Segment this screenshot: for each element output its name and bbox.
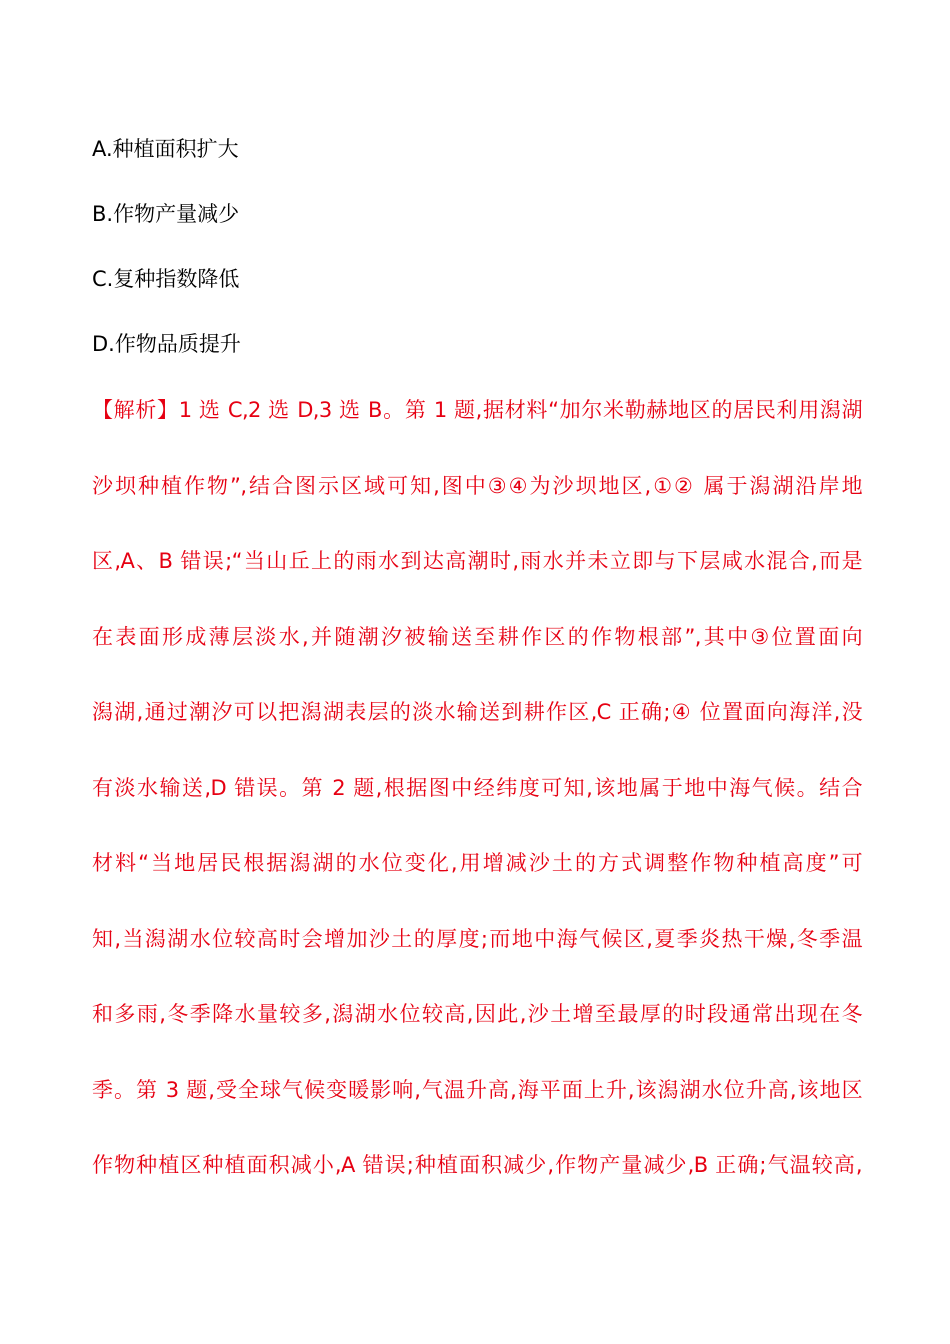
analysis-line: 和多雨,冬季降水量较多,潟湖水位较高,因此,沙土增至最厚的时段通常出现在冬 bbox=[92, 1002, 862, 1026]
option-b: B.作物产量减少 bbox=[92, 202, 240, 226]
analysis-line: 区,A、B 错误;“当山丘上的雨水到达高潮时,雨水并未立即与下层咸水混合,而是 bbox=[92, 549, 862, 573]
option-c: C.复种指数降低 bbox=[92, 267, 240, 291]
analysis-line: 有淡水输送,D 错误。第 2 题,根据图中经纬度可知,该地属于地中海气候。结合 bbox=[92, 775, 862, 800]
analysis-line: 季。第 3 题,受全球气候变暖影响,气温升高,海平面上升,该潟湖水位升高,该地区 bbox=[92, 1077, 862, 1102]
analysis-line: 沙坝种植作物”,结合图示区域可知,图中③④为沙坝地区,①② 属于潟湖沿岸地 bbox=[92, 473, 862, 498]
analysis-line: 知,当潟湖水位较高时会增加沙土的厚度;而地中海气候区,夏季炎热干燥,冬季温 bbox=[92, 926, 862, 951]
analysis-line: 材料“当地居民根据潟湖的水位变化,用增减沙土的方式调整作物种植高度”可 bbox=[92, 851, 862, 875]
analysis-line: 潟湖,通过潮汐可以把潟湖表层的淡水输送到耕作区,C 正确;④ 位置面向海洋,没 bbox=[92, 700, 862, 724]
answer-options bbox=[92, 130, 872, 390]
analysis-section bbox=[92, 390, 862, 1221]
analysis-line: 【解析】1 选 C,2 选 D,3 选 B。第 1 题,据材料“加尔米勒赫地区的居民利用潟湖 bbox=[92, 398, 862, 422]
analysis-line: 作物种植区种植面积减小,A 错误;种植面积减少,作物产量减少,B 正确;气温较高, bbox=[92, 1153, 862, 1177]
option-a: A.种植面积扩大 bbox=[92, 137, 239, 161]
analysis-line: 在表面形成薄层淡水,并随潮汐被输送至耕作区的作物根部”,其中③位置面向 bbox=[92, 624, 862, 649]
option-d: D.作物品质提升 bbox=[92, 332, 241, 356]
